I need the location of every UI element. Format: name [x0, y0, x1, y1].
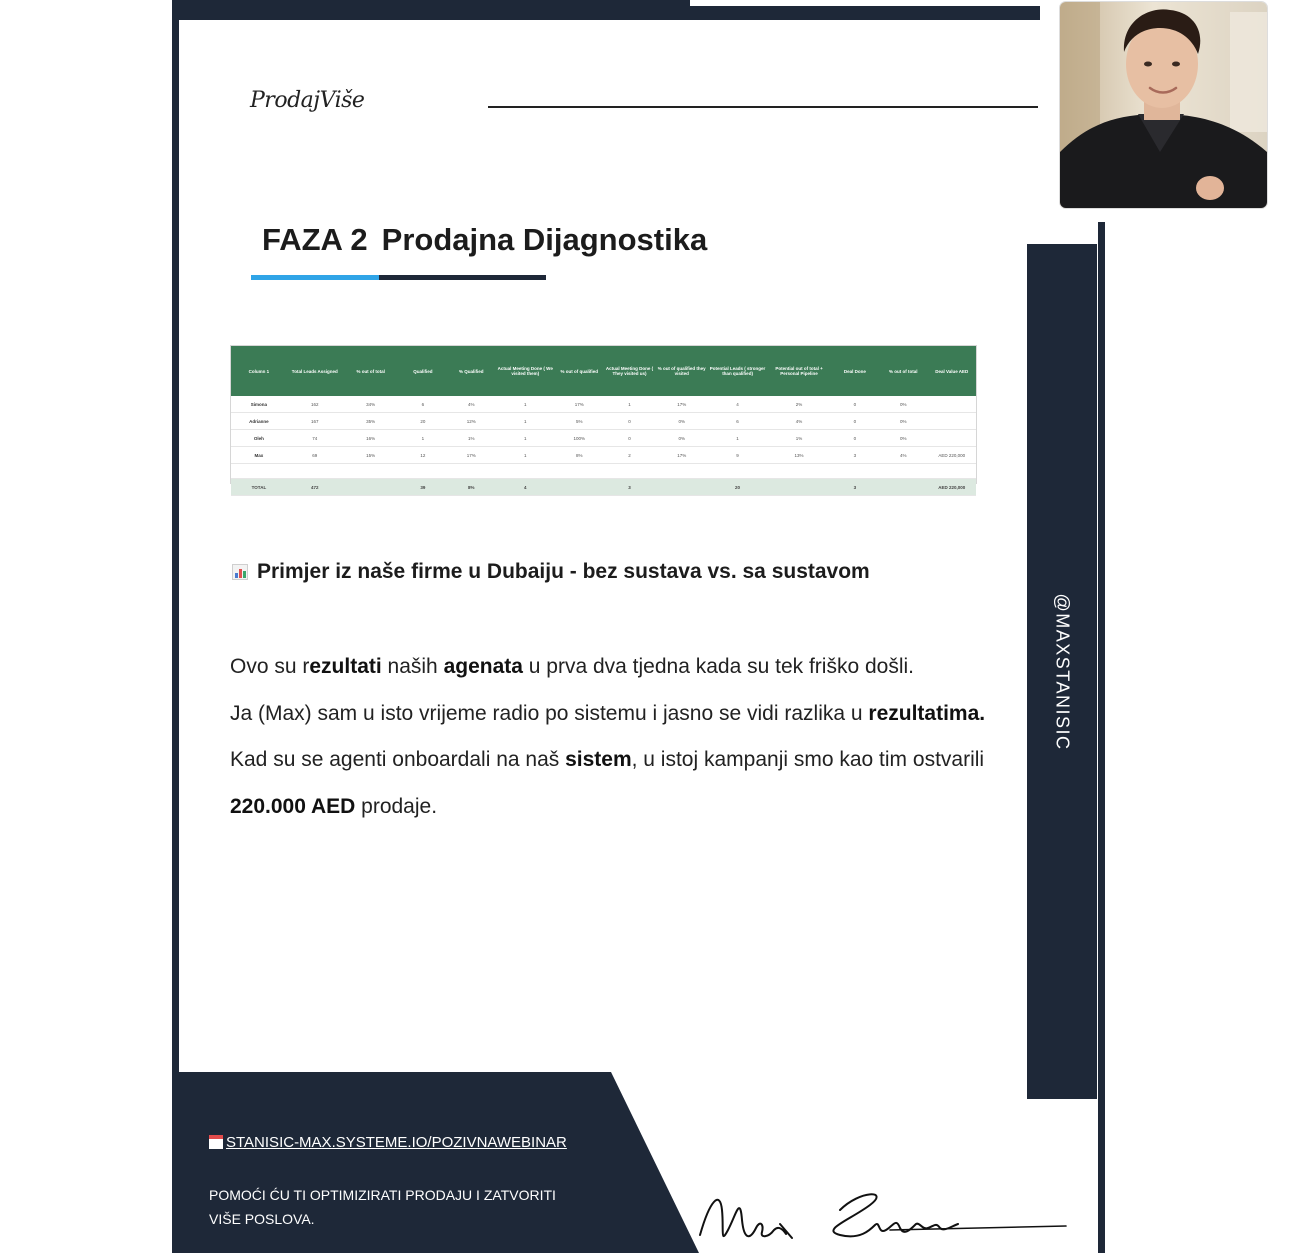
- total-cell: 20: [708, 479, 768, 496]
- table-cell: 4%: [447, 396, 495, 413]
- brand-logo: ProdajViše: [250, 88, 365, 113]
- document-page: [172, 0, 1105, 1253]
- webcam-video: [1060, 2, 1267, 208]
- left-border: [172, 0, 179, 1253]
- results-table: [230, 345, 977, 490]
- total-cell: [879, 479, 927, 496]
- text-run: , u istoj kampanji smo kao tim ostvarili: [631, 748, 985, 771]
- table-cell: 8%: [555, 447, 603, 464]
- body-paragraph: [230, 644, 990, 830]
- table-cell: 162: [287, 396, 343, 413]
- table-row: [231, 396, 976, 413]
- bold-text: sistem: [565, 748, 632, 771]
- total-cell: 3: [831, 479, 879, 496]
- section-subtitle: [232, 560, 870, 584]
- webinar-link[interactable]: [209, 1134, 567, 1151]
- table-cell: 4%: [879, 447, 927, 464]
- total-cell: [656, 479, 708, 496]
- table-cell: AED 220,000: [928, 447, 976, 464]
- table-header-row: [231, 346, 976, 396]
- table-cell: [399, 464, 447, 479]
- table-header: Actual Meeting Done ( We visited them): [495, 346, 555, 396]
- table-header: Deal Done: [831, 346, 879, 396]
- table-cell: 20: [399, 413, 447, 430]
- table-cell: 1: [495, 447, 555, 464]
- table-cell: 0: [603, 430, 655, 447]
- table-cell: 17%: [555, 396, 603, 413]
- table-cell: 1: [399, 430, 447, 447]
- table-cell: [603, 464, 655, 479]
- table-cell: 6: [399, 396, 447, 413]
- right-border: [1098, 222, 1105, 1253]
- subtitle-text: Primjer iz naše firme u Dubaiju - bez sustava vs. sa sustavom: [257, 560, 870, 583]
- table-cell: [879, 464, 927, 479]
- table-cell: 2%: [767, 396, 830, 413]
- total-cell: 8%: [447, 479, 495, 496]
- phase-number: FAZA 2: [262, 222, 368, 257]
- total-cell: [555, 479, 603, 496]
- text-run: naših: [381, 655, 444, 678]
- table-header: Potential Leads ( stronger than qualified): [708, 346, 768, 396]
- table-header: % out of total: [879, 346, 927, 396]
- table-cell: [767, 464, 830, 479]
- total-cell: [343, 479, 399, 496]
- table-cell: 1: [495, 396, 555, 413]
- table-cell: 15%: [343, 447, 399, 464]
- page-title: [262, 222, 707, 258]
- social-handle: @MAXSTANISIC: [1052, 593, 1073, 751]
- table-header: % out of total: [343, 346, 399, 396]
- bold-text: agenata: [443, 655, 523, 678]
- title-underline-accent: [251, 275, 379, 280]
- paragraph-3: [230, 737, 990, 830]
- table-cell: [831, 464, 879, 479]
- table-cell: 34%: [343, 396, 399, 413]
- table-cell: 16%: [343, 430, 399, 447]
- phase-title: Prodajna Dijagnostika: [381, 222, 708, 257]
- table-cell: 5%: [555, 413, 603, 430]
- header-divider: [488, 106, 1038, 108]
- table-cell: 4: [708, 396, 768, 413]
- table-cell: 0%: [879, 430, 927, 447]
- table-cell: 35%: [343, 413, 399, 430]
- table-cell: 0: [603, 413, 655, 430]
- table-cell: 100%: [555, 430, 603, 447]
- total-cell: TOTAL: [231, 479, 287, 496]
- table-cell: [656, 464, 708, 479]
- bar-chart-icon: [232, 564, 248, 580]
- total-cell: AED 220,000: [928, 479, 976, 496]
- text-run: u prva dva tjedna kada su tek friško došli.: [522, 655, 914, 678]
- table-header: % out of qualified they visited: [656, 346, 708, 396]
- text-run: prodaje.: [355, 794, 438, 818]
- table-cell: 3: [831, 447, 879, 464]
- table-cell: [447, 464, 495, 479]
- table-header: Actual Meeting Done ( They visited us): [603, 346, 655, 396]
- total-cell: 3: [603, 479, 655, 496]
- bold-text: 220.000 AED: [230, 794, 356, 818]
- table-cell: 2: [603, 447, 655, 464]
- agent-name-cell: Oleh: [231, 430, 287, 447]
- calendar-icon: [209, 1135, 223, 1149]
- table-header: % Qualified: [447, 346, 495, 396]
- text-run: Ja (Max) sam u isto vrijeme radio po sistemu i jasno se vidi razlika u: [230, 701, 869, 725]
- table-cell: 0: [831, 430, 879, 447]
- table-row: [231, 413, 976, 430]
- footer-tagline: POMOĆI ĆU TI OPTIMIZIRATI PRODAJU I ZATVORITI VIŠE POSLOVA.: [209, 1187, 556, 1227]
- table-row: [231, 430, 976, 447]
- agent-name-cell: Max: [231, 447, 287, 464]
- total-cell: 472: [287, 479, 343, 496]
- table-cell: 9: [708, 447, 768, 464]
- table-cell: 69: [287, 447, 343, 464]
- table-header: Qualified: [399, 346, 447, 396]
- table-cell: [287, 464, 343, 479]
- signature: [690, 1180, 1070, 1253]
- table-cell: 0%: [879, 396, 927, 413]
- table-cell: 0%: [879, 413, 927, 430]
- table-row: [231, 447, 976, 464]
- table-spacer-row: [231, 464, 976, 479]
- table-cell: 4%: [767, 413, 830, 430]
- table-cell: [343, 464, 399, 479]
- table-cell: 1%: [447, 430, 495, 447]
- total-cell: 4: [495, 479, 555, 496]
- table-header: Total Leads Assigned: [287, 346, 343, 396]
- table-cell: 12%: [447, 413, 495, 430]
- table-body: [231, 396, 976, 496]
- table-cell: 1: [603, 396, 655, 413]
- table-cell: [555, 464, 603, 479]
- table-cell: 74: [287, 430, 343, 447]
- table-cell: [928, 413, 976, 430]
- total-cell: 39: [399, 479, 447, 496]
- table-cell: 0: [831, 413, 879, 430]
- top-bar-line: [690, 6, 1040, 20]
- table-cell: 167: [287, 413, 343, 430]
- table-cell: 1%: [767, 430, 830, 447]
- table-header: Deal Value AED: [928, 346, 976, 396]
- total-cell: [767, 479, 830, 496]
- table-cell: [495, 464, 555, 479]
- bold-text: rezultatima.: [868, 701, 986, 725]
- bold-text: ezultati: [309, 655, 382, 678]
- table-cell: 17%: [656, 396, 708, 413]
- webinar-link-text[interactable]: STANISIC-MAX.SYSTEME.IO/POZIVNAWEBINAR: [226, 1134, 567, 1151]
- table-cell: [231, 464, 287, 479]
- title-underline: [379, 275, 546, 280]
- paragraph-1: [230, 644, 990, 691]
- table-cell: 0: [831, 396, 879, 413]
- table-cell: 1: [495, 413, 555, 430]
- table-cell: [928, 430, 976, 447]
- table-cell: 1: [708, 430, 768, 447]
- table-header: % out of qualified: [555, 346, 603, 396]
- paragraph-2: [230, 691, 990, 738]
- table-total-row: [231, 479, 976, 496]
- table-cell: 17%: [656, 447, 708, 464]
- agent-name-cell: Simona: [231, 396, 287, 413]
- table-cell: 6: [708, 413, 768, 430]
- table-cell: 0%: [656, 413, 708, 430]
- text-run: Kad su se agenti onboardali na naš: [230, 748, 566, 771]
- table-cell: [708, 464, 768, 479]
- table-header: Column 1: [231, 346, 287, 396]
- agent-name-cell: Adrianne: [231, 413, 287, 430]
- table-cell: 12: [399, 447, 447, 464]
- table-cell: 13%: [767, 447, 830, 464]
- text-run: Ovo su r: [230, 655, 310, 678]
- table-cell: 1: [495, 430, 555, 447]
- table-cell: 0%: [656, 430, 708, 447]
- table-cell: [928, 396, 976, 413]
- table-cell: 17%: [447, 447, 495, 464]
- table-cell: [928, 464, 976, 479]
- table-header: Potential out of total + Personal Pipeline: [767, 346, 830, 396]
